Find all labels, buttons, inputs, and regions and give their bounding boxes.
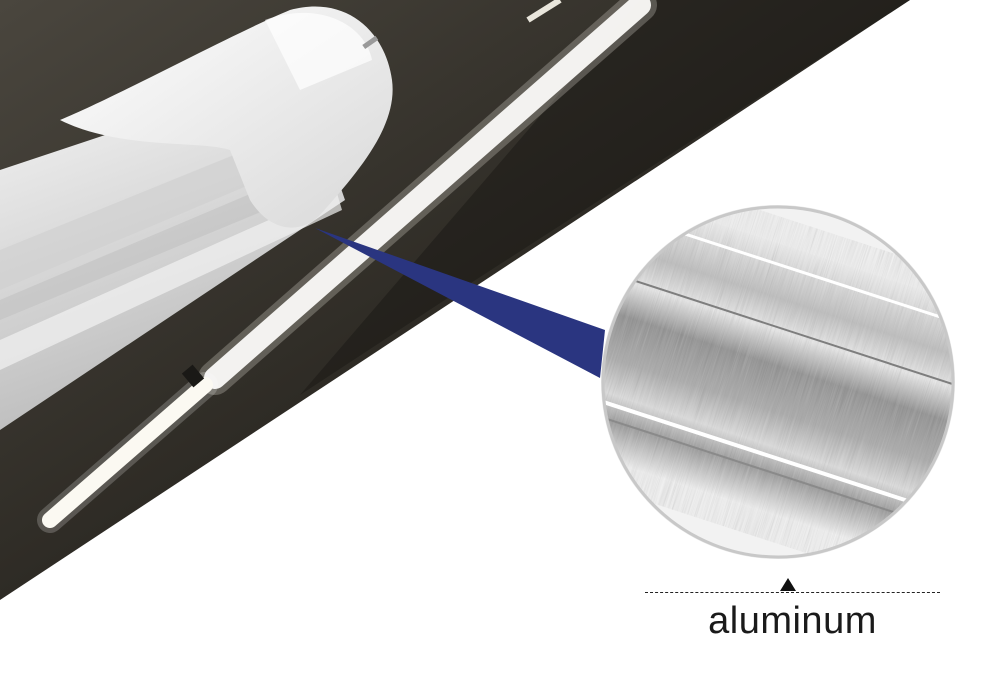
material-label: aluminum bbox=[708, 600, 877, 642]
magnified-detail bbox=[512, 183, 1000, 579]
up-arrow-icon bbox=[780, 578, 796, 591]
material-callout bbox=[645, 576, 940, 646]
dashed-guide-line bbox=[645, 592, 940, 593]
